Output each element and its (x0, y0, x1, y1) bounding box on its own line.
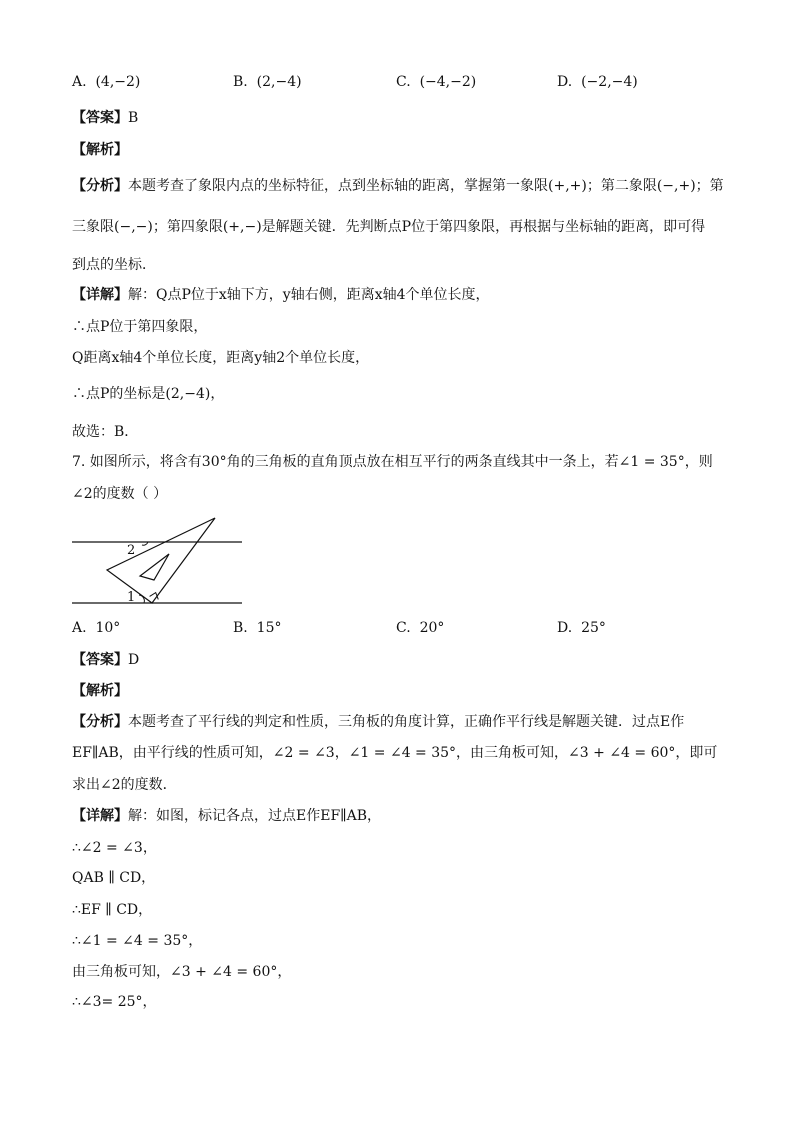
q6-detail-line-4: ∴点P的坐标是(2,−4)， (72, 386, 225, 402)
q7-fenxi-line-2: EF∥AB，由平行线的性质可知，∠2 = ∠3，∠1 = ∠4 = 35°，由三角板可知，∠3 + ∠4 = 60°，即可 (72, 745, 718, 761)
q7-analysis-heading: 【解析】 (72, 683, 128, 699)
q6-fenxi-line-2: 三象限(−,−)；第四象限(+,−)是解题关键．先判断点P位于第四象限，再根据与坐标轴的距离，即可得 (72, 219, 706, 235)
q6-option-a: A. (4,−2) (72, 74, 141, 90)
angle-1-label: 1 (127, 590, 136, 605)
q7-detail-line-2: ∴∠2 = ∠3， (72, 840, 157, 856)
q6-fenxi-line-3: 到点的坐标． (72, 257, 156, 273)
q7-option-d: D. 25° (557, 620, 606, 636)
q7-option-c: C. 20° (396, 620, 445, 636)
q7-detail-line-7: ∴∠3= 25°， (72, 994, 157, 1010)
q7-answer: 【答案】D (72, 652, 140, 668)
q6-option-d: D. (−2,−4) (557, 74, 638, 90)
q7-stem-line-2: ∠2的度数（ ） (72, 486, 168, 502)
q7-detail-line-5: ∴∠1 = ∠4 = 35°， (72, 933, 203, 949)
q6-detail-line-3: Q距离x轴4个单位长度，距离y轴2个单位长度， (72, 350, 370, 366)
q7-detail-line-1: 【详解】解：如图，标记各点，过点E作EF∥AB， (72, 808, 382, 824)
q6-analysis-heading: 【解析】 (72, 142, 128, 158)
q6-detail-line-2: ∴点P位于第四象限， (72, 319, 208, 335)
q6-detail-line-1: 【详解】解：Q点P位于x轴下方，y轴右侧，距离x轴4个单位长度， (72, 287, 490, 303)
q7-option-a: A. 10° (72, 620, 121, 636)
q6-fenxi-line-1: 【分析】本题考查了象限内点的坐标特征，点到坐标轴的距离，掌握第一象限(+,+)；第二象限(−,+)；第 (72, 178, 724, 194)
q6-answer: 【答案】B (72, 110, 139, 126)
q7-detail-line-4: ∴EF ∥ CD， (72, 902, 153, 918)
right-angle-mark (150, 593, 159, 600)
q6-option-b: B. (2,−4) (233, 74, 302, 90)
q7-detail-line-3: QAB ∥ CD， (72, 870, 156, 886)
q6-option-c: C. (−4,−2) (396, 74, 477, 90)
q7-fenxi-line-1: 【分析】本题考查了平行线的判定和性质，三角板的角度计算，正确作平行线是解题关键．过点E作 (72, 714, 685, 730)
q7-detail-line-6: 由三角板可知，∠3 + ∠4 = 60°， (72, 964, 292, 980)
q7-stem-line-1: 7. 如图所示，将含有30°角的三角板的直角顶点放在相互平行的两条直线其中一条上，若∠1 = 35°，则 (72, 454, 713, 470)
q7-geometry-figure (72, 514, 252, 610)
angle-2-label: 2 (127, 543, 136, 558)
q6-detail-line-5: 故选：B． (72, 424, 139, 440)
q7-option-b: B. 15° (233, 620, 282, 636)
set-square-inner (140, 554, 169, 580)
q7-fenxi-line-3: 求出∠2的度数． (72, 777, 177, 793)
